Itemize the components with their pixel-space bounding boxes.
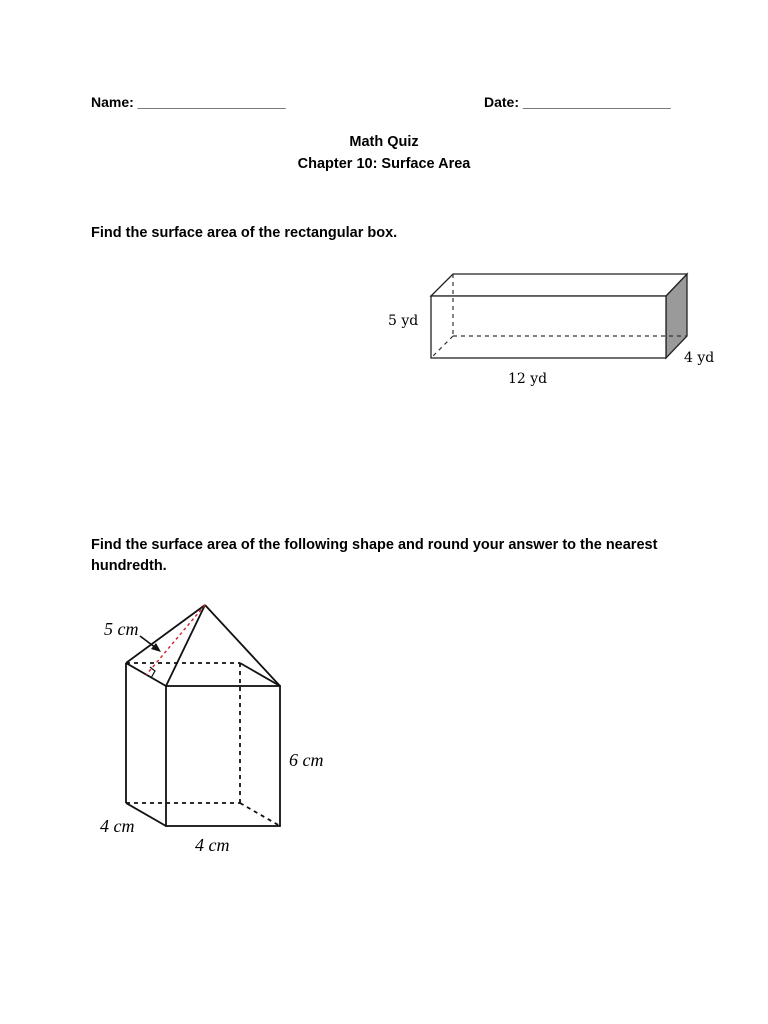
prism-hidden-edge <box>240 803 280 826</box>
page-title: Math Quiz <box>349 134 419 150</box>
box-depth-label: 4 yd <box>684 350 715 366</box>
box-height-label: 5 yd <box>388 313 419 329</box>
date-field-label: Date: ___________________ <box>484 94 671 110</box>
pyramid-edge <box>205 605 280 686</box>
prism-height-label: 6 cm <box>289 750 324 770</box>
box-length-label: 12 yd <box>508 371 548 387</box>
name-field-label: Name: ___________________ <box>91 94 286 110</box>
question-1-text: Find the surface area of the rectangular box. <box>91 225 398 241</box>
prism-edge <box>240 663 280 686</box>
prism-front-face <box>166 686 280 826</box>
slant-height-label: 5 cm <box>104 619 139 639</box>
page-subtitle: Chapter 10: Surface Area <box>297 156 471 172</box>
prism-depth-label: 4 cm <box>100 816 135 836</box>
prism-width-label: 4 cm <box>195 835 230 855</box>
question-2-text: Find the surface area of the following shape and round your answer to the nearest hundredth. <box>91 537 658 574</box>
pyramid-edge <box>166 605 205 686</box>
